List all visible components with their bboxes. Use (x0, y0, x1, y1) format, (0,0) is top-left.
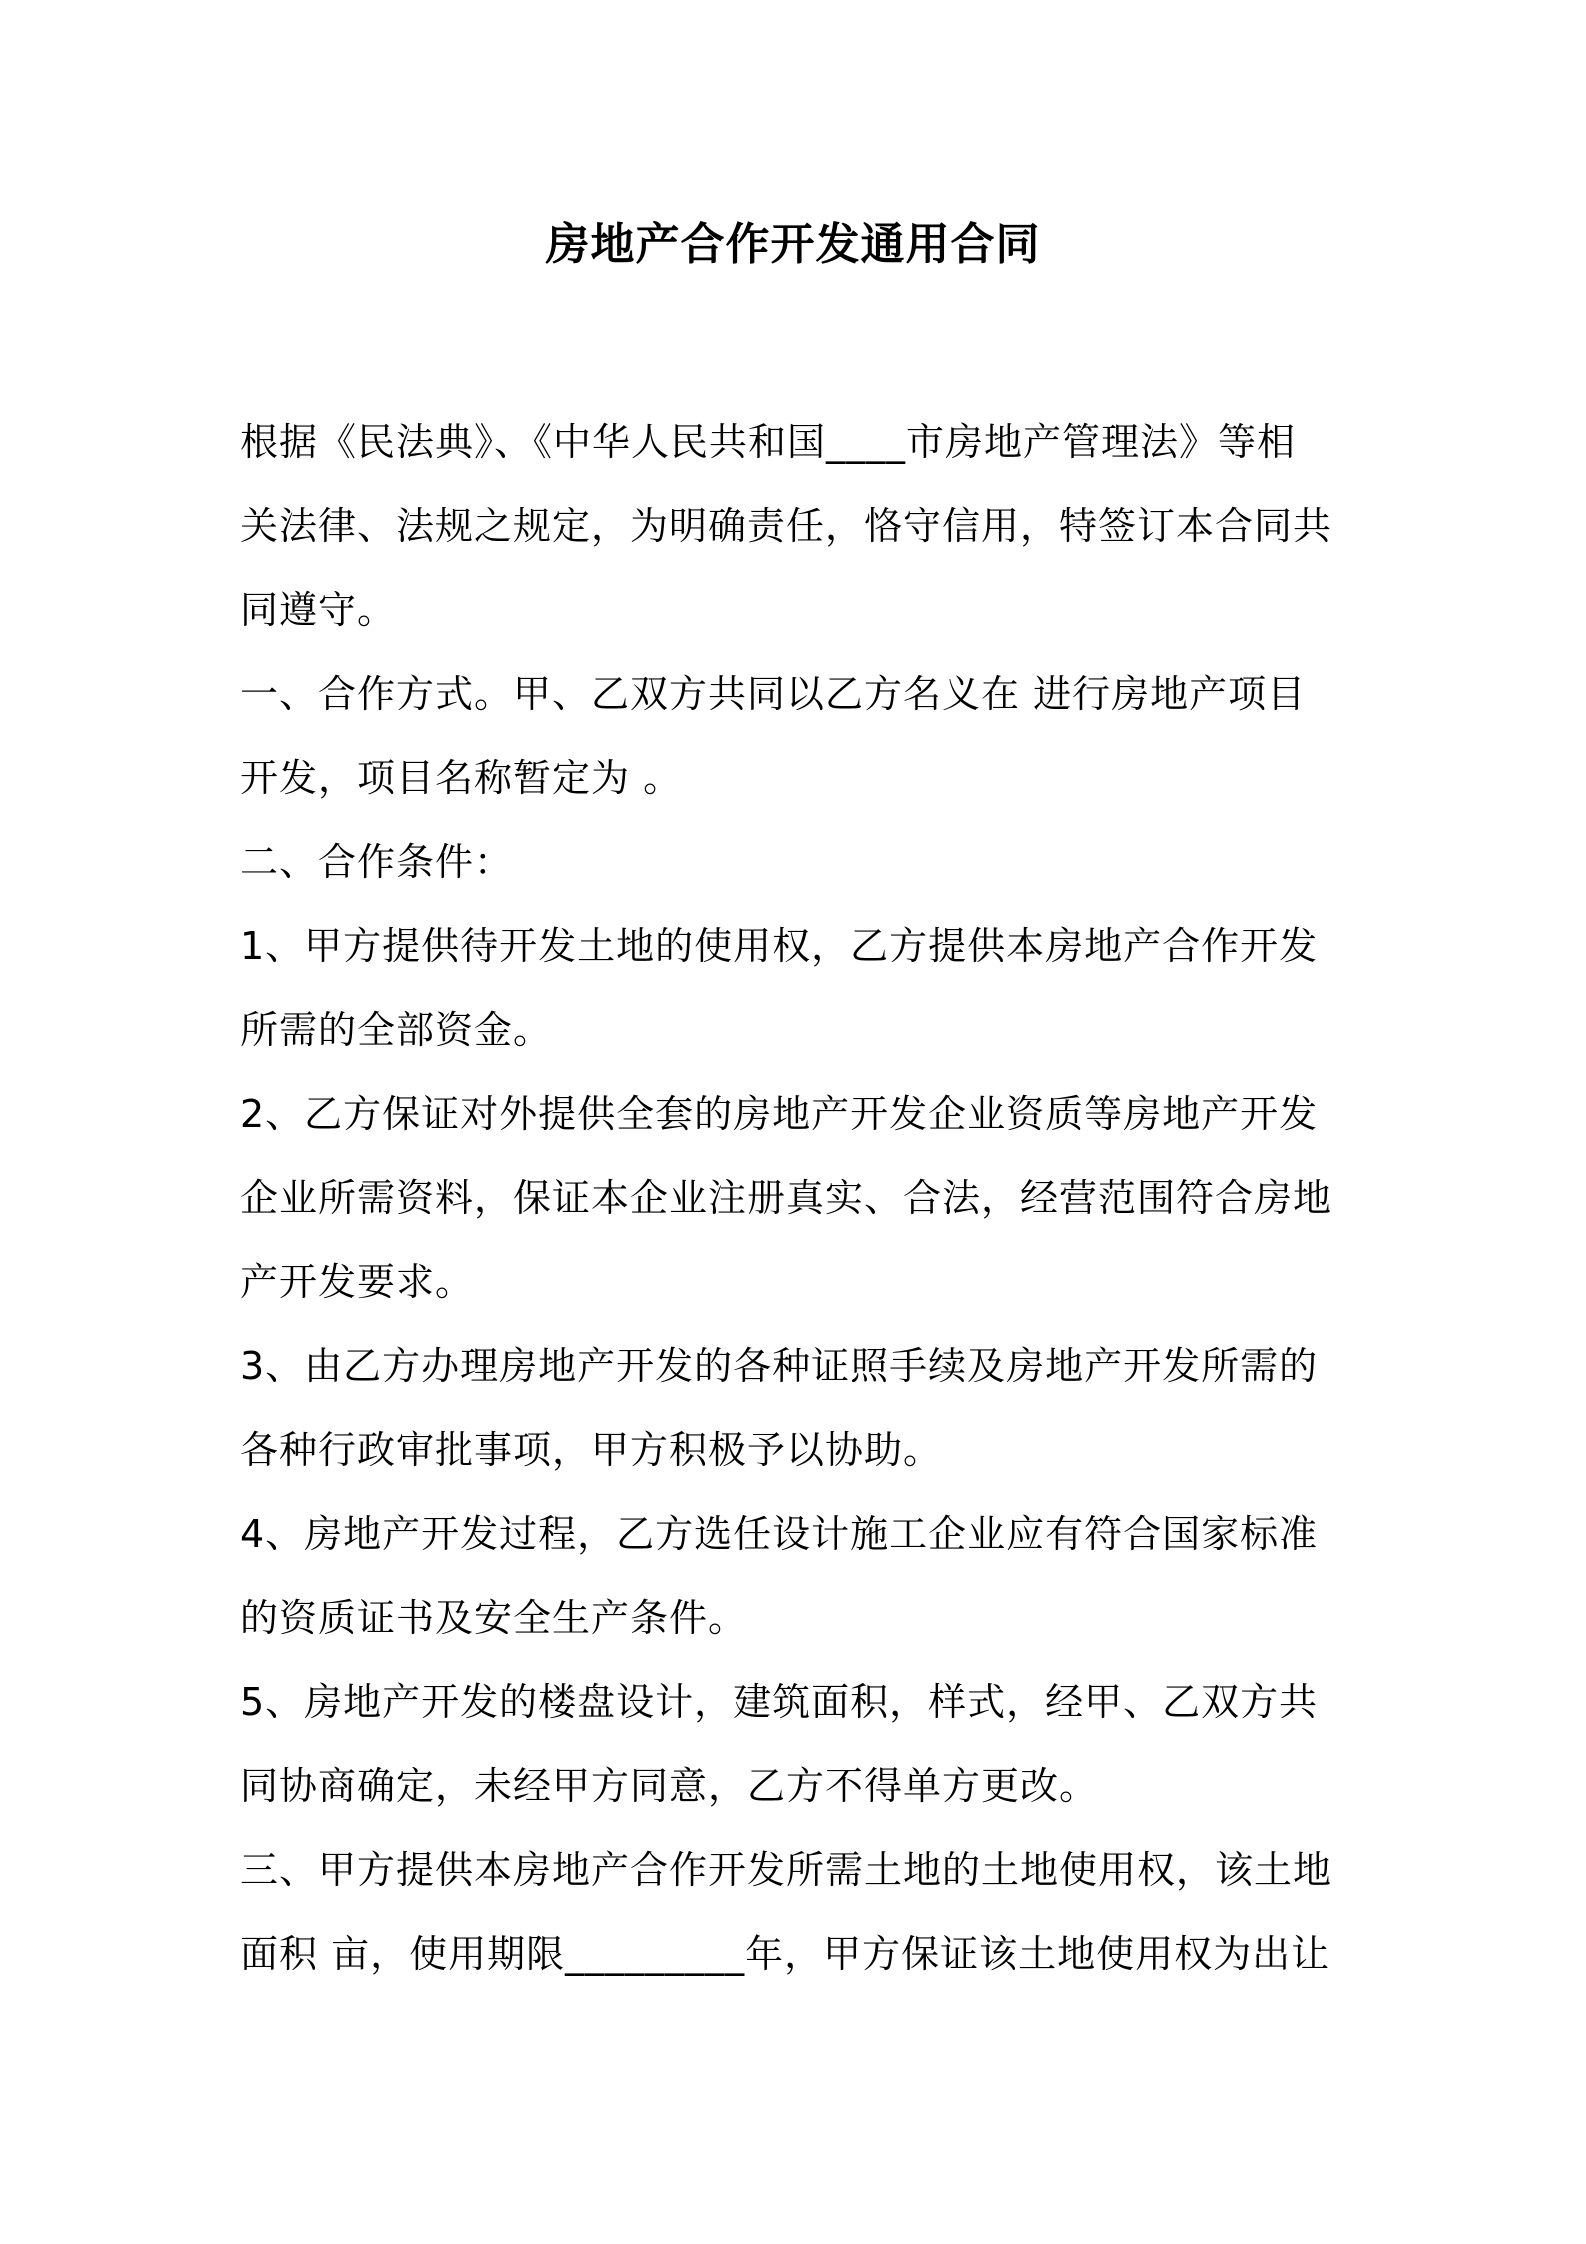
text-line: 的资质证书及安全生产条件。 (240, 1596, 748, 1640)
text-line: 4、房地产开发过程，乙方选任设计施工企业应有符合国家标准 (240, 1512, 1319, 1556)
paragraph-section-3 (240, 1828, 1350, 1996)
text-line: 关法律、法规之规定，为明确责任，恪守信用，特签订本合同共 (240, 504, 1333, 548)
text-line: 根据《民法典》、《中华人民共和国____市房地产管理法》等相 (240, 420, 1297, 464)
text-line: 二、合作条件： (240, 840, 514, 884)
text-line: 产开发要求。 (240, 1260, 475, 1304)
paragraph-section-2-heading (240, 820, 1350, 904)
paragraph-section-1 (240, 652, 1350, 820)
paragraph-preamble (240, 400, 1350, 652)
text-line: 开发，项目名称暂定为 。 (240, 756, 683, 800)
text-line: 企业所需资料，保证本企业注册真实、合法，经营范围符合房地 (240, 1176, 1333, 1220)
paragraph-item-4 (240, 1492, 1350, 1660)
text-line: 一、合作方式。甲、乙双方共同以乙方名义在 进行房地产项目 (240, 672, 1307, 716)
text-line: 面积 亩，使用期限_________年，甲方保证该土地使用权为出让 (240, 1932, 1331, 1976)
document-body (240, 400, 1350, 1996)
paragraph-item-2 (240, 1072, 1350, 1324)
paragraph-item-3 (240, 1324, 1350, 1492)
text-line: 所需的全部资金。 (240, 1008, 553, 1052)
document-title: 房地产合作开发通用合同 (545, 219, 1041, 270)
text-line: 1、甲方提供待开发土地的使用权，乙方提供本房地产合作开发 (240, 924, 1319, 968)
paragraph-item-5 (240, 1660, 1350, 1828)
text-line: 3、由乙方办理房地产开发的各种证照手续及房地产开发所需的 (240, 1344, 1319, 1388)
text-line: 5、房地产开发的楼盘设计，建筑面积，样式，经甲、乙双方共 (240, 1680, 1319, 1724)
paragraph-item-1 (240, 904, 1350, 1072)
text-line: 各种行政审批事项，甲方积极予以协助。 (240, 1428, 943, 1472)
text-line: 三、甲方提供本房地产合作开发所需土地的土地使用权，该土地 (240, 1848, 1333, 1892)
text-line: 同遵守。 (240, 588, 397, 632)
text-line: 同协商确定，未经甲方同意，乙方不得单方更改。 (240, 1764, 1099, 1808)
text-line: 2、乙方保证对外提供全套的房地产开发企业资质等房地产开发 (240, 1092, 1319, 1136)
